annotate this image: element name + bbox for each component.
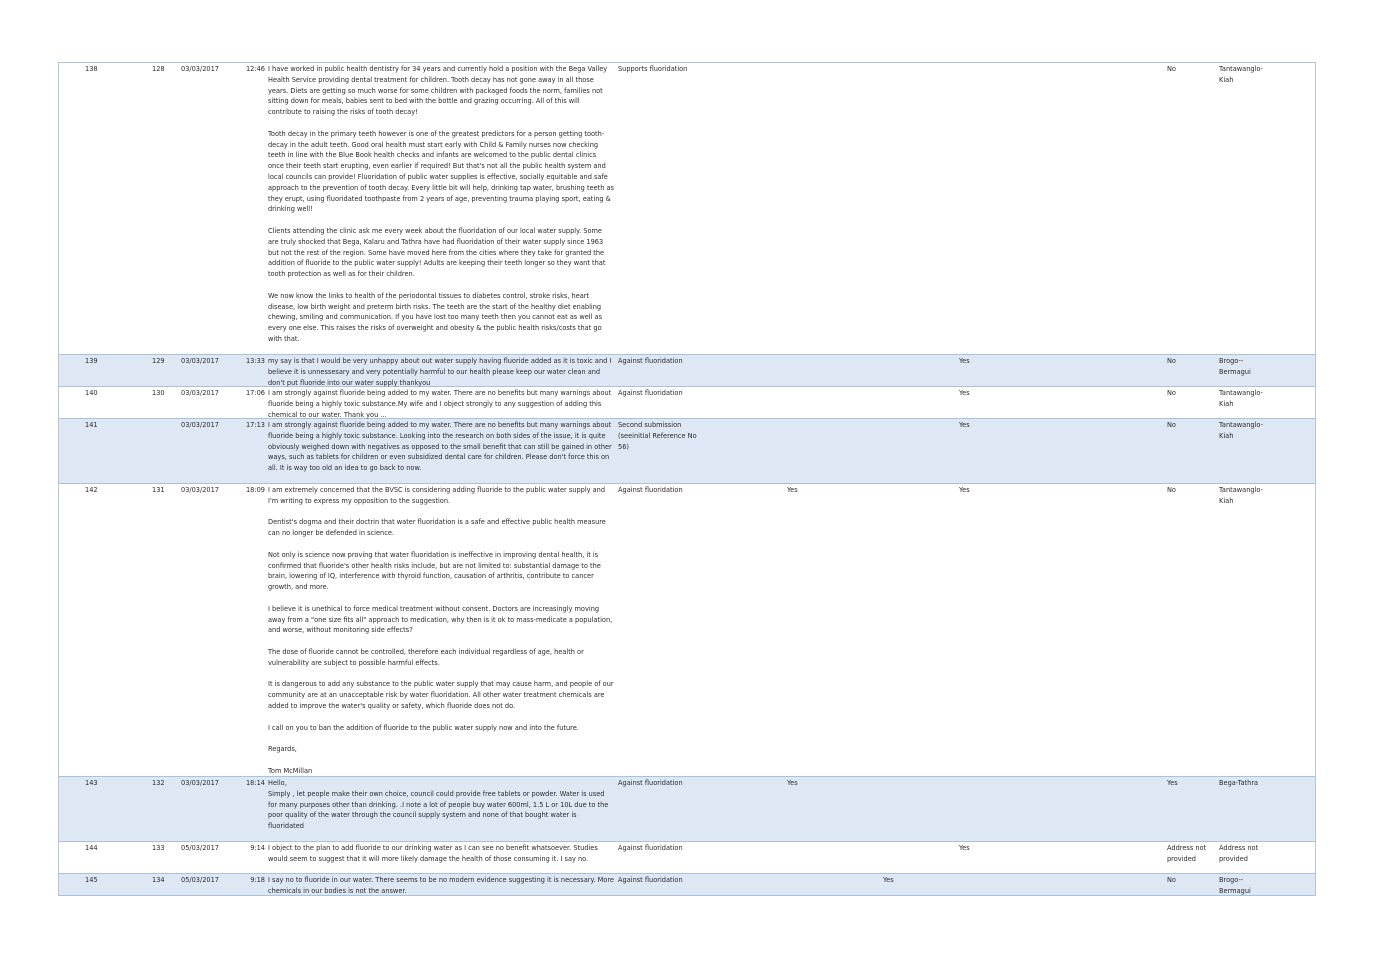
area-cell: Address not provided <box>1219 844 1259 863</box>
submission-paragraph: I believe it is unethical to force medical treatment without consent. Doctors are increasingly moving away from a "one size fits all" approach to medication, why then is it ok to mass-medicate a population, and worse, without monitoring side effects? <box>268 604 613 635</box>
area-cell: Tantawanglo- Kiah <box>1219 65 1263 84</box>
reference-id: 130 <box>152 389 165 397</box>
reference-id: 134 <box>152 876 165 884</box>
submissions-table <box>58 62 1316 896</box>
area-cell: Tantawanglo- Kiah <box>1219 421 1263 440</box>
reference-id: 132 <box>152 779 165 787</box>
response-cell-3: Yes <box>959 357 970 365</box>
submission-date: 03/03/2017 <box>181 357 220 365</box>
position-cell: Against fluoridation <box>618 389 683 397</box>
submission-time: 9:14 <box>250 844 265 852</box>
submission-text <box>268 485 614 777</box>
area-cell: Brogo-- Bermagui <box>1219 357 1251 376</box>
submission-date: 03/03/2017 <box>181 486 220 494</box>
submission-paragraph: Regards, <box>268 745 297 754</box>
submission-paragraph: I have worked in public health dentistry for 34 years and currently hold a position with the Bega Valley Health Service providing dental treatment for children. Tooth decay has not gone away in all those years. Diets are getting so much worse for some children with packaged foods the norm, families not sitting down for meals, babies sent to bed with the bottle and grazing occurring. All of this will contribute to raising the risks of tooth decay! <box>268 65 608 117</box>
submission-paragraph: Not only is science now proving that water fluoridation is ineffective in improving dental health, it is confirmed that fluoride's other health risks include, but are not limited to: substantial damage to the brain, lowering of IQ, interference with thyroid function, causation of arthritis, contribute to cancer growth, and more. <box>268 550 601 592</box>
submission-paragraph: I object to the plan to add fluoride to our drinking water as I can see no benefit whatsoever. Studies would seem to suggest that it will more likely damage the health of those consuming it. I say no. <box>268 844 598 863</box>
position-cell: Second submission (seeinitial Reference No 56) <box>618 421 697 451</box>
submission-number: 141 <box>85 421 98 429</box>
reference-id: 131 <box>152 486 165 494</box>
response-cell-3: Yes <box>959 486 970 494</box>
table-row <box>59 777 1315 842</box>
table-row <box>59 419 1315 484</box>
submission-time: 13:33 <box>245 357 265 365</box>
submission-text <box>268 420 614 474</box>
submission-text <box>268 388 614 420</box>
response-cell-3: Yes <box>959 421 970 429</box>
reference-id: 128 <box>152 65 165 73</box>
submission-text <box>268 64 614 345</box>
reference-id: 133 <box>152 844 165 852</box>
position-cell: Against fluoridation <box>618 876 683 884</box>
response-cell-4: No <box>1167 486 1176 494</box>
submission-paragraph: Dentist's dogma and their doctrin that water fluoridation is a safe and effective public health measure can no longer be defended in science. <box>268 518 606 538</box>
position-cell: Against fluoridation <box>618 844 683 852</box>
table-row <box>59 387 1315 419</box>
response-cell-4: Yes <box>1167 779 1178 787</box>
response-cell-3: Yes <box>959 389 970 397</box>
submission-paragraph: Clients attending the clinic ask me every week about the fluoridation of our local water supply. Some are truly shocked that Bega, Kalaru and Tathra have had fluoridation of their water supply since 1963 but not the rest of the region. Some have moved here from the cities where they take for granted the addition of fluoride to the public water supply! Adults are keeping their teeth longer so they want that tooth protection as well as for their children. <box>268 226 606 279</box>
area-cell: Tantawanglo- Kiah <box>1219 389 1263 408</box>
submission-number: 139 <box>85 357 98 365</box>
submission-text <box>268 875 614 897</box>
position-cell: Against fluoridation <box>618 486 683 494</box>
response-cell-4: No <box>1167 389 1176 397</box>
submission-paragraph: Tom McMillan <box>268 766 313 775</box>
response-cell-1: Yes <box>787 486 798 494</box>
submission-time: 9:18 <box>250 876 265 884</box>
submission-number: 145 <box>85 876 98 884</box>
submission-paragraph: my say is that I would be very unhappy about out water supply having fluoride added as it is toxic and I believe it is unnessesary and very potentially harmful to our health please keep our water clean and don't put fluoride into our water supply thankyou <box>268 357 612 387</box>
response-cell-4: No <box>1167 421 1176 429</box>
submission-paragraph: I am strongly against fluoride being added to my water. There are no benefits but many warnings about fluoride being a highly toxic substance.My wife and I object strongly to any suggestion of adding this chemical to our water. Thank you ... <box>268 389 612 419</box>
submission-date: 03/03/2017 <box>181 421 220 429</box>
response-cell-4: Address not provided <box>1167 844 1207 863</box>
submission-paragraph: Hello, Simply , let people make their own choice, council could provide free tablets or powder. Water is used for many purposes other than drinking. .I note a lot of people buy water 600ml, 1.5 L or 10L due to the poor quality of the water through the council supply system and none of that bought water is fluoridated <box>268 779 609 831</box>
position-cell: Against fluoridation <box>618 357 683 365</box>
response-cell-4: No <box>1167 876 1176 884</box>
area-cell: Brogo-- Bermagui <box>1219 876 1251 895</box>
submission-number: 144 <box>85 844 98 852</box>
area-cell: Tantawanglo- Kiah <box>1219 486 1263 505</box>
submission-number: 140 <box>85 389 98 397</box>
table-row <box>59 62 1315 355</box>
position-cell: Against fluoridation <box>618 779 683 787</box>
response-cell-4: No <box>1167 65 1176 73</box>
submission-date: 03/03/2017 <box>181 389 220 397</box>
submission-time: 12:46 <box>245 65 265 73</box>
submission-time: 17:06 <box>245 389 265 397</box>
response-cell-4: No <box>1167 357 1176 365</box>
table-row <box>59 874 1315 896</box>
table-row <box>59 355 1315 387</box>
submission-paragraph: I call on you to ban the addition of fluoride to the public water supply now and into the future. <box>268 723 579 732</box>
response-cell-1: Yes <box>787 779 798 787</box>
submission-date: 05/03/2017 <box>181 876 220 884</box>
submission-text <box>268 778 614 832</box>
submission-number: 138 <box>85 65 98 73</box>
submission-date: 03/03/2017 <box>181 779 220 787</box>
response-cell-2: Yes <box>883 876 894 884</box>
submission-time: 18:14 <box>245 779 265 787</box>
area-cell: Bega-Tathra <box>1219 779 1259 787</box>
submission-paragraph: I say no to fluoride in our water. There seems to be no modern evidence suggesting it is necessary. More chemicals in our bodies is not the answer. <box>268 876 614 895</box>
table-row <box>59 484 1315 777</box>
submission-paragraph: We now know the links to health of the periodontal tissues to diabetes control, stroke risks, heart disease, low birth weight and preterm birth risks. The teeth are the start of the healthy diet enabling chewing, smiling and communication. If you have lost too many teeth then you cannot eat as well as every one else. This raises the risks of overweight and obesity & the public health risks/costs that go with that. <box>268 291 603 343</box>
submission-number: 143 <box>85 779 98 787</box>
submission-paragraph: I am strongly against fluoride being added to my water. There are no benefits but many warnings about fluoride being a highly toxic substance. Looking into the research on both sides of the issue, it is quite obviously weighed down with negatives as opposed to the small benefit that can still be gained in other ways, such as tablets for children or even subsidized dental care for children. Please don't force this on all. It is way too old an idea to go back to now. <box>268 421 612 473</box>
submission-paragraph: It is dangerous to add any substance to the public water supply that may cause harm, and people of our community are at an unacceptable risk by water fluoridation. All other water treatment chemicals are added to improve the water's quality or safety, which fluoride does not do. <box>268 680 614 710</box>
submission-time: 17:13 <box>245 421 265 429</box>
submission-number: 142 <box>85 486 98 494</box>
submission-paragraph: The dose of fluoride cannot be controlled, therefore each individual regardless of age, health or vulnerability are subject to possible harmful effects. <box>268 647 584 667</box>
submission-date: 03/03/2017 <box>181 65 220 73</box>
submission-date: 05/03/2017 <box>181 844 220 852</box>
submission-time: 18:09 <box>245 486 265 494</box>
submission-paragraph: Tooth decay in the primary teeth however is one of the greatest predictors for a person getting tooth-decay in the adult teeth. Good oral health must start early with Child & Family nurses now checking teeth in line with the Blue Book health checks and infants are welcomed to the public dental clinics once their teeth start erupting, even earlier if required! But that's not all the public health system and local councils can provide! Fluoridation of public water supplies is effective, socially equitable and safe approach to the prevention of tooth decay. Every little bit will help, drinking tap water, brushing teeth as they erupt, using fluoridated toothpaste from 2 years of age, preventing trauma playing sport, eating & drinking well! <box>268 129 614 214</box>
position-cell: Supports fluoridation <box>618 65 688 73</box>
response-cell-3: Yes <box>959 844 970 852</box>
submission-paragraph: I am extremely concerned that the BVSC is considering adding fluoride to the public water supply and I'm writing to express my opposition to the suggestion. <box>268 486 606 505</box>
submission-text <box>268 356 614 388</box>
table-row <box>59 842 1315 874</box>
reference-id: 129 <box>152 357 165 365</box>
submission-text <box>268 843 614 865</box>
